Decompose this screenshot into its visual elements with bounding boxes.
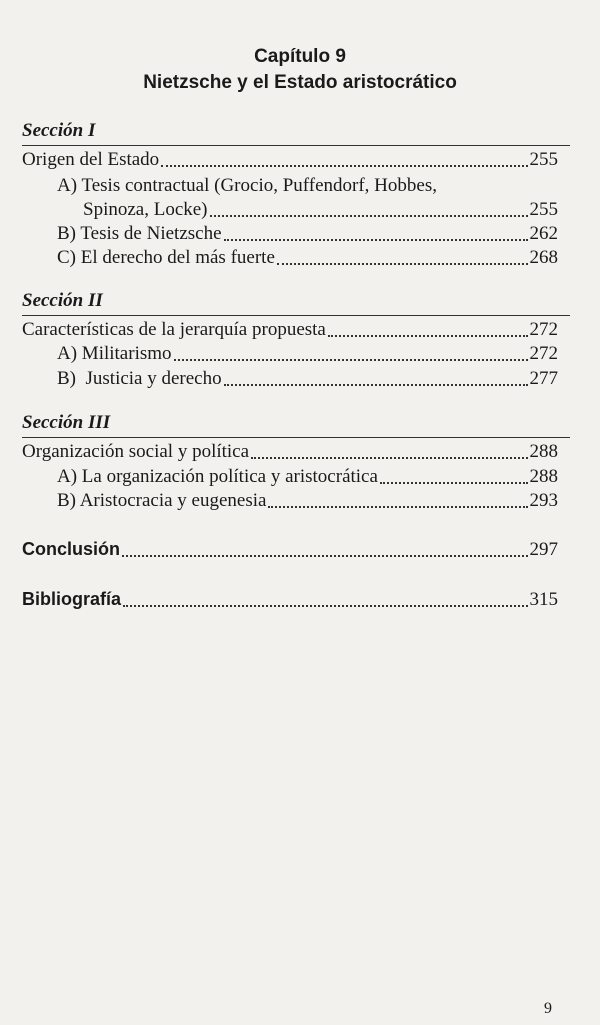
leader-dots <box>380 482 528 484</box>
toc-entry-label-line1: A) Tesis contractual (Grocio, Puffendorf, Hobbes, <box>57 175 437 196</box>
toc-entry <box>22 440 558 464</box>
section-heading: Sección I <box>22 120 96 141</box>
toc-entry-page: 272 <box>529 319 558 340</box>
toc-entry-label: Bibliografía <box>22 589 122 609</box>
leader-dots <box>174 359 528 361</box>
toc-entry <box>57 222 558 246</box>
section-rule <box>22 437 570 438</box>
leader-dots <box>161 165 527 167</box>
section-rule <box>22 315 570 316</box>
leader-dots <box>122 555 528 557</box>
toc-entry-label: Spinoza, Locke) <box>83 199 208 220</box>
leader-dots <box>328 335 528 337</box>
toc-entry-label: B) Aristocracia y eugenesia <box>57 490 267 511</box>
toc-entry <box>83 198 558 222</box>
section-rule <box>22 145 570 146</box>
leader-dots <box>224 239 528 241</box>
leader-dots <box>224 384 528 386</box>
chapter-label: Capítulo 9 <box>254 46 346 67</box>
toc-entry-page: 293 <box>529 490 558 511</box>
toc-entry-label: Organización social y política <box>22 441 250 462</box>
toc-entry-conclusion <box>22 537 558 562</box>
toc-entry-label: A) La organización política y aristocrática <box>57 466 378 487</box>
toc-entry-page: 255 <box>529 199 558 220</box>
toc-entry <box>57 342 558 366</box>
chapter-title: Nietzsche y el Estado aristocrático <box>143 72 457 93</box>
toc-entry-page: 272 <box>529 343 558 364</box>
toc-entry-label: C) El derecho del más fuerte <box>57 247 275 268</box>
toc-entry-page: 288 <box>529 441 558 462</box>
toc-entry-label: Características de la jerarquía propuesta <box>22 319 326 340</box>
toc-entry <box>22 318 558 342</box>
leader-dots <box>210 215 528 217</box>
toc-entry-bibliography <box>22 587 558 612</box>
section-heading: Sección II <box>22 290 103 311</box>
toc-entry-page: 255 <box>529 149 558 170</box>
leader-dots <box>123 605 527 607</box>
toc-entry <box>57 465 558 489</box>
leader-dots <box>251 457 527 459</box>
page-number: 9 <box>544 1000 552 1017</box>
toc-entry-label: A) Militarismo <box>57 343 172 364</box>
toc-entry <box>57 489 558 513</box>
toc-entry-page: 288 <box>529 466 558 487</box>
toc-entry <box>57 367 558 391</box>
leader-dots <box>277 263 528 265</box>
toc-entry-label: B) Tesis de Nietzsche <box>57 223 222 244</box>
toc-entry-label: Origen del Estado <box>22 149 160 170</box>
toc-entry-page: 268 <box>529 247 558 268</box>
toc-entry <box>22 148 558 172</box>
toc-entry <box>57 246 558 270</box>
toc-entry-page: 277 <box>529 368 558 389</box>
toc-entry-label: Conclusión <box>22 539 120 559</box>
toc-entry-page: 315 <box>529 589 558 610</box>
leader-dots <box>268 506 527 508</box>
toc-entry-page: 297 <box>529 539 558 560</box>
section-heading: Sección III <box>22 412 111 433</box>
toc-entry-page: 262 <box>529 223 558 244</box>
toc-entry-label: B) Justicia y derecho <box>57 368 222 389</box>
